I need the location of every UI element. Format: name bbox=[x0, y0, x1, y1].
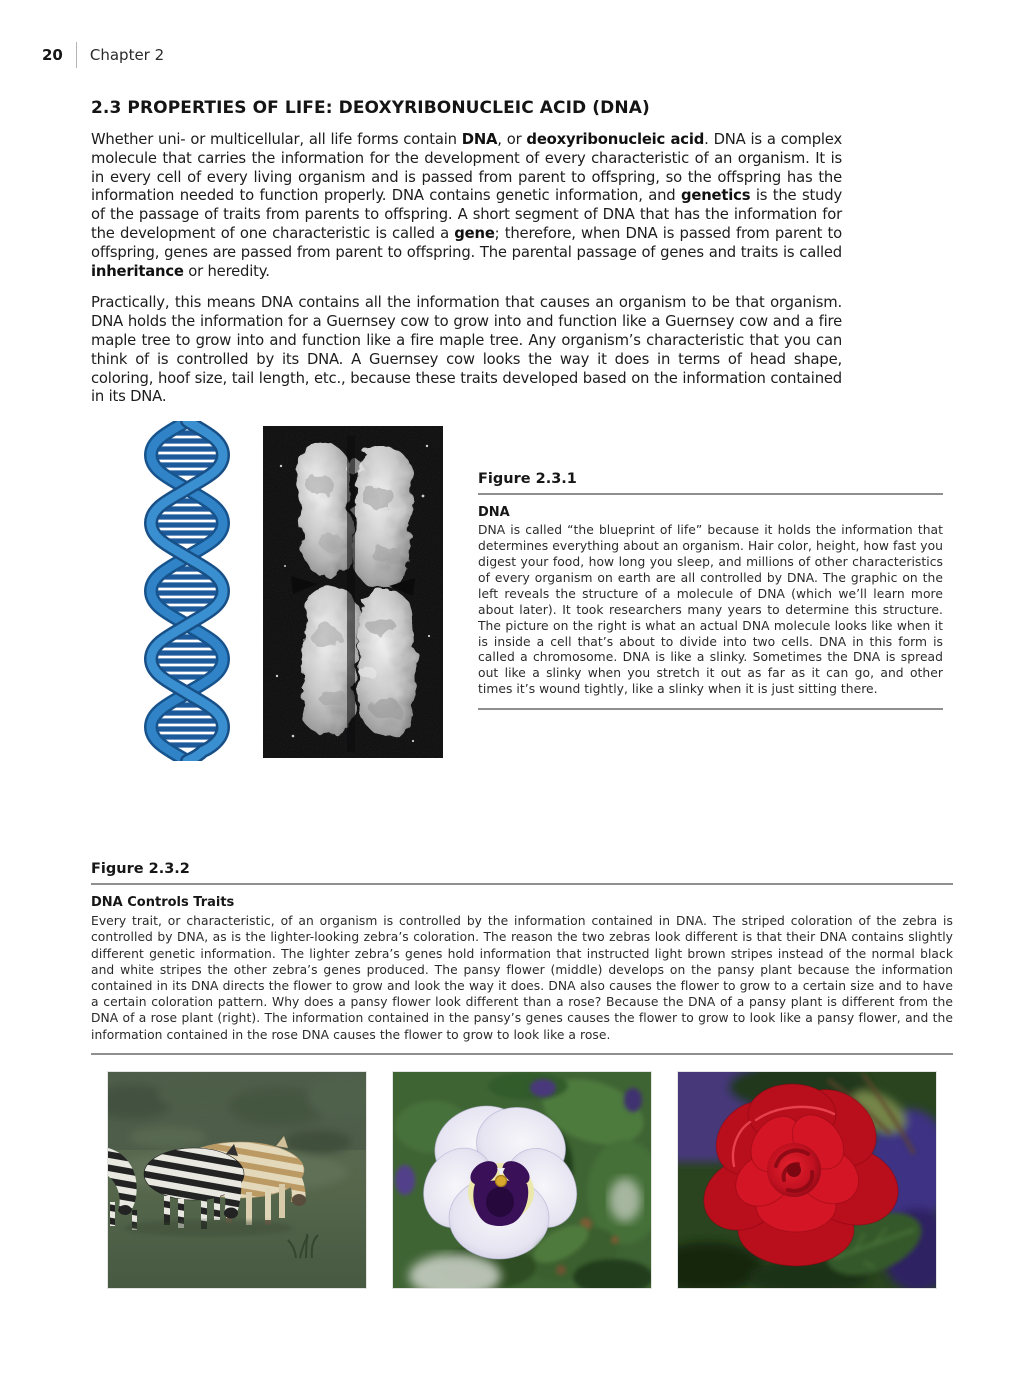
figure-2-3-1 bbox=[91, 421, 953, 819]
figure-2-3-1-caption bbox=[478, 471, 943, 710]
section-heading: 2.3 PROPERTIES OF LIFE: DEOXYRIBONUCLEIC ACID (DNA) bbox=[91, 98, 650, 118]
figure-label: Figure 2.3.2 bbox=[91, 861, 190, 878]
body-paragraph-2: Practically, this means DNA contains all the information that causes an organism to be that organism. DNA holds the information for a Guernsey cow to grow into and function like a Guernsey cow and a fire maple tree to grow into and function like a fire maple tree. Any organism’s characteristic that you can think of is controlled by its DNA. A Guernsey cow looks the way it does in terms of head shape, coloring, hoof size, tail length, etc., because these traits developed based on the information contained in its DNA. bbox=[91, 294, 842, 406]
rose-photo bbox=[678, 1072, 936, 1288]
pansy-photo bbox=[393, 1072, 651, 1288]
header-divider bbox=[76, 42, 77, 68]
body-paragraph-1: Whether uni- or multicellular, all life forms contain DNA, or deoxyribonucleic acid. DNA is a complex molecule that carries the information for the development of every characteristic of an organism. It is in every cell of every living organism and is passed from parent to offspring, so the offspring has the information needed to function properly. DNA contains genetic information, and genetics is the study of the passage of traits from parents to offspring. A short segment of DNA that has the information for the development of one characteristic is called a gene; therefore, when DNA is passed from parent to offspring, genes are passed from parent to offspring. The parental passage of genes and traits is called inheritance or heredity. bbox=[91, 131, 843, 280]
figure-label: Figure 2.3.1 bbox=[478, 471, 577, 488]
chromosome-micrograph bbox=[263, 426, 443, 758]
figure-rule bbox=[91, 883, 953, 885]
figure-title: DNA bbox=[478, 505, 510, 521]
figure-2-3-2 bbox=[91, 861, 953, 1288]
zebras-photo bbox=[108, 1072, 366, 1288]
page-content bbox=[91, 98, 953, 1288]
chapter-label: Chapter 2 bbox=[89, 46, 165, 64]
dna-helix-illustration bbox=[137, 421, 237, 761]
page-header bbox=[42, 42, 164, 68]
figure-text: Every trait, or characteristic, of an organism is controlled by the information contained in DNA. The striped coloration of the zebra is controlled by DNA, as is the lighter-looking zebra’s coloration. The reason the two zebras look different is that their DNA contains slightly different genetic information. The lighter zebra’s genes hold information that instructed light brown stripes instead of the normal black and white stripes the other zebra’s genes produced. The pansy flower (middle) develops on the pansy plant because the information contained in its DNA directs the flower to grow and look the way it does. DNA also causes the flower to grow to a certain size and to have a certain coloration pattern. Why does a pansy flower look different than a rose? Because the DNA of a pansy plant is different from the DNA of a rose plant (right). The information contained in the pansy’s genes causes the flower to grow to look like a pansy flower, and the information contained in the rose DNA causes the flower to grow to look like a rose. bbox=[91, 914, 953, 1042]
figure-text: DNA is called “the blueprint of life” because it holds the information that determines everything about an organism. Hair color, height, how fast you digest your food, how long you sleep, and millions of other characteristics of every organism on earth are all controlled by DNA. The graphic on the left reveals the structure of a molecule of DNA (which we’ll learn more about later). It took researchers many years to determine this structure. The picture on the right is what an actual DNA molecule looks like when it is inside a cell that’s about to divide into two cells. DNA in this form is called a chromosome. DNA is like a slinky. Sometimes the DNA is spread out like a slinky when you stretch it out as far as it can go, and other times it’s wound tightly, like a slinky when it is just sitting there. bbox=[478, 523, 943, 697]
figure-rule bbox=[478, 493, 943, 495]
figure-rule-end bbox=[91, 1053, 953, 1055]
figure-photos-row bbox=[91, 1072, 953, 1288]
figure-rule-end bbox=[478, 708, 943, 710]
figure-title: DNA Controls Traits bbox=[91, 895, 235, 911]
page-number: 20 bbox=[42, 46, 63, 64]
